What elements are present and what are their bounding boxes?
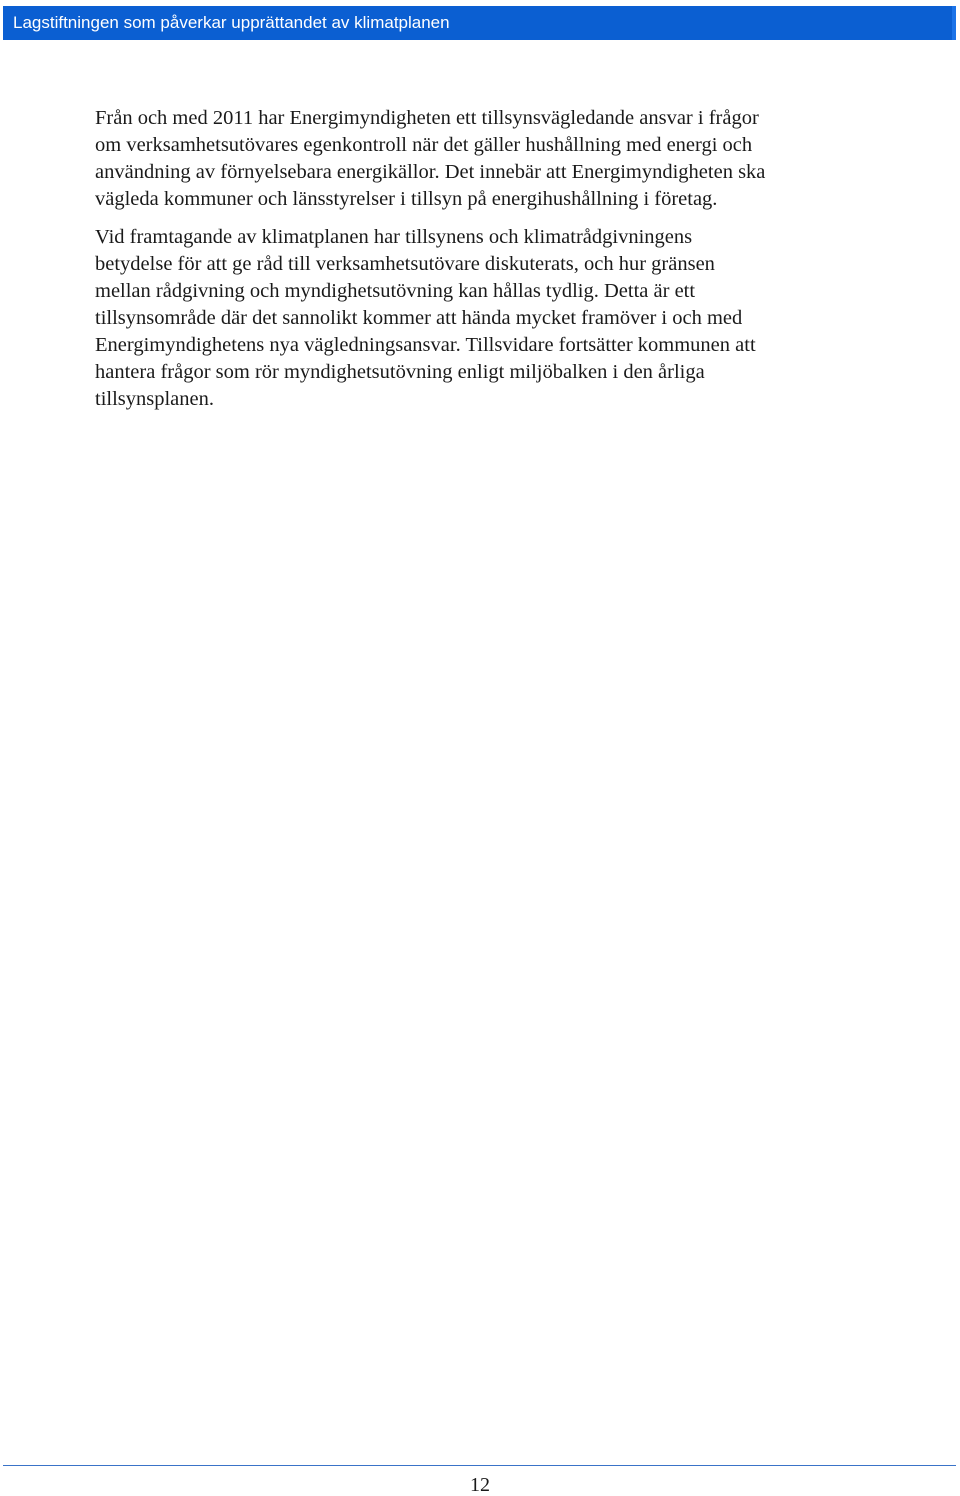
paragraph-1-line: om verksamhetsutövares egenkontroll när det gäller hushållning med energi och [95,134,753,156]
paragraph-1-line: Från och med 2011 har Energimyndigheten ett tillsynsvägledande ansvar i frågor [95,107,759,129]
footer-divider [3,1465,956,1466]
paragraph-1 [95,105,875,213]
paragraph-2-line: betydelse för att ge råd till verksamhetsutövare diskuterats, och hur gränsen [95,253,715,275]
paragraph-2-line: tillsynsområde där det sannolikt kommer att hända mycket framöver i och med [95,307,743,329]
paragraph-1-line: användning av förnyelsebara energikällor. Det innebär att Energimyndigheten ska [95,161,766,183]
paragraph-2 [95,224,875,413]
paragraph-2-line: hantera frågor som rör myndighetsutövning enligt miljöbalken i den årliga [95,361,705,383]
paragraph-2-line: Vid framtagande av klimatplanen har tillsynens och klimatrådgivningens [95,226,693,248]
page-number: 12 [470,1474,490,1496]
paragraph-2-line: Energimyndighetens nya vägledningsansvar. Tillsvidare fortsätter kommunen att [95,334,756,356]
header-title: Lagstiftningen som påverkar upprättandet av klimatplanen [13,13,450,32]
paragraph-2-line: mellan rådgivning och myndighetsutövning kan hållas tydlig. Detta är ett [95,280,696,302]
paragraph-2-line: tillsynsplanen. [95,388,215,410]
document-body [95,105,875,413]
paragraph-1-line: vägleda kommuner och länsstyrelser i tillsyn på energihushållning i företag. [95,188,718,210]
page-header-bar [3,6,956,40]
